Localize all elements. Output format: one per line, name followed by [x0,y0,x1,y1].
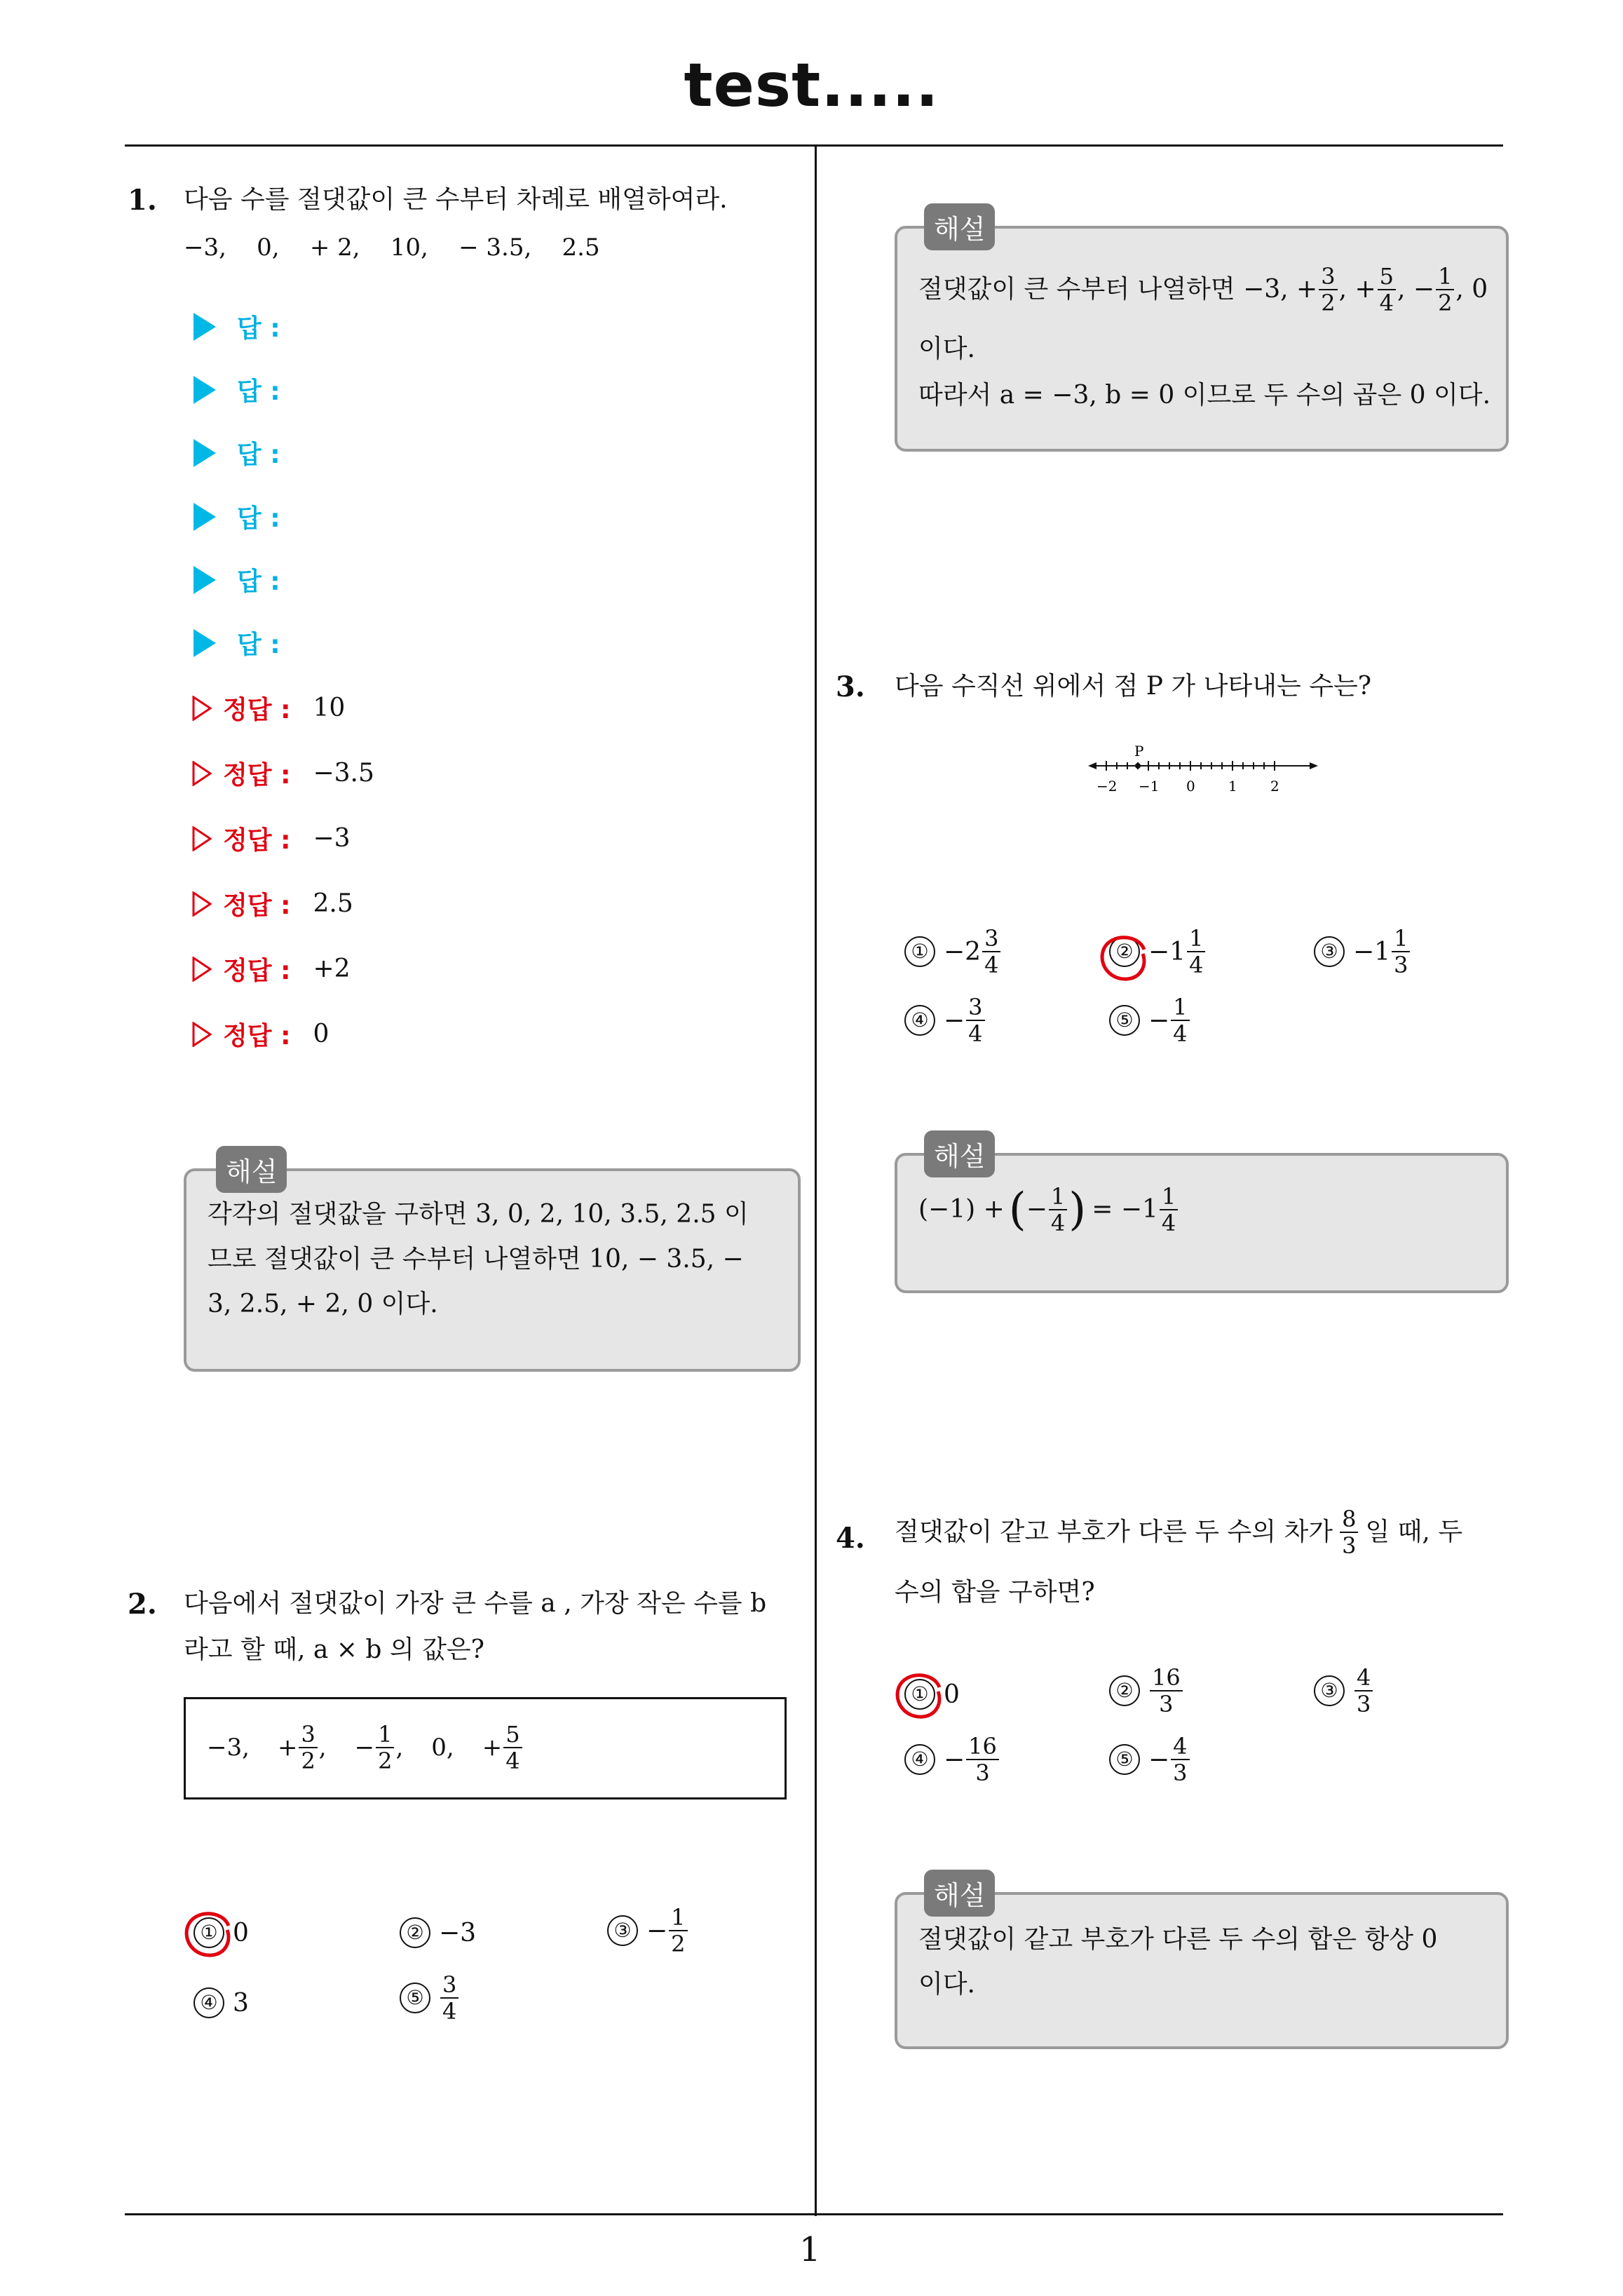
tick-label: 1 [1228,778,1237,795]
numerator: 4 [1171,1734,1189,1760]
explanation-tag: 해설 [924,203,995,250]
option-marker: ① [193,1917,224,1948]
correct-row-3 [192,821,351,856]
option-marker: ⑤ [1109,1005,1140,1036]
numerator: 4 [1354,1665,1373,1691]
question-1-number: 1. [128,184,157,217]
option-marker: ③ [1314,936,1345,967]
denominator: 3 [1342,1532,1357,1559]
option-marker: ② [1109,1675,1140,1706]
page-title: test..... [684,50,939,121]
numerator: 1 [1171,994,1189,1021]
denominator: 4 [1173,1020,1188,1047]
point-p-label: P [1134,743,1144,759]
sign: + [482,1734,503,1762]
answer-row-5[interactable] [193,562,280,597]
explanation-text: 절댓값이 큰 수부터 나열하면 −3, + [918,275,1318,304]
answer-label: 답 : [237,314,280,343]
selected-circle-icon [179,1905,237,1962]
correct-label: 정답 : [223,826,291,855]
question-text-line: 라고 할 때, a × b 의 값은? [184,1635,484,1664]
option-marker: ② [1109,936,1140,967]
answer-label: 답 : [237,630,280,659]
given-numbers-box [184,1697,787,1799]
explanation-tag: 해설 [216,1146,287,1193]
fraction [1160,1184,1178,1236]
answer-label: 답 : [237,567,280,596]
q3-option-4[interactable] [904,994,986,1046]
sign: − [1026,1195,1047,1224]
correct-row-6 [192,1016,329,1052]
option-value: 3 [233,1988,249,2018]
numerator: 1 [1160,1184,1178,1210]
tick-label: −2 [1096,778,1118,795]
fraction [1187,926,1205,978]
denominator: 2 [1438,290,1453,316]
outline-triangle-icon [192,1022,212,1047]
correct-label: 정답 : [223,957,291,985]
numerator: 3 [1319,264,1337,290]
fraction [669,1905,687,1957]
denominator: 3 [1394,952,1408,978]
correct-value: −3.5 [313,759,374,788]
fraction [1171,994,1189,1046]
option-marker: ② [400,1917,430,1948]
fraction [376,1722,394,1774]
explanation-text: , + [1338,275,1376,304]
answer-row-1[interactable] [193,309,280,344]
numerator: 8 [1340,1506,1358,1533]
correct-value: 0 [313,1020,330,1048]
sign: − [1148,1745,1170,1774]
correct-value: 10 [313,694,346,722]
fraction [1436,264,1454,316]
q4-option-4[interactable] [904,1734,1000,1785]
numerator: 1 [1436,264,1454,290]
top-rule [125,144,1503,147]
denominator: 4 [442,1998,457,2025]
q4-option-2[interactable] [1109,1665,1184,1717]
whole-part: −2 [944,937,982,966]
column-divider [815,146,817,2216]
outline-triangle-icon [192,761,212,786]
option-marker: ⑤ [1109,1744,1140,1775]
option-marker: ④ [193,1987,224,2018]
play-icon [193,566,216,594]
q3-option-5[interactable] [1109,994,1191,1046]
q2-option-2[interactable] [400,1917,476,1948]
answer-row-4[interactable] [193,499,280,534]
explanation-box-q1 [184,1156,801,1372]
fraction [299,1722,317,1774]
bottom-rule [125,2213,1503,2215]
denominator: 3 [975,1760,990,1786]
tick-label: −1 [1139,778,1160,795]
sign: − [1148,1006,1170,1035]
number: 0, [431,1734,454,1762]
question-2-text [184,1581,766,1673]
fraction [1150,1665,1183,1717]
play-icon [193,503,216,531]
fraction [1340,1506,1358,1558]
question-text-line: 다음에서 절댓값이 가장 큰 수를 a , 가장 작은 수를 b [184,1589,767,1618]
option-marker: ④ [904,1744,935,1775]
outline-triangle-icon [192,696,212,721]
whole-part: −1 [1353,937,1391,966]
comma: , [318,1734,327,1762]
question-1-numbers: −3, 0, + 2, 10, − 3.5, 2.5 [184,234,600,262]
fraction [440,1972,459,2024]
number: −3, [207,1734,250,1762]
question-3-text: 다음 수직선 위에서 점 P 가 나타내는 수는? [895,672,1372,701]
q3-option-3[interactable] [1314,926,1411,978]
play-icon [193,313,216,341]
option-marker: ⑤ [400,1983,430,2013]
denominator: 4 [984,952,999,978]
fraction [1319,264,1337,316]
explanation-line: 므로 절댓값이 큰 수부터 나열하면 10, − 3.5, − [208,1245,744,1274]
numerator: 3 [982,926,1000,952]
sign: − [944,1006,965,1035]
numerator: 5 [1378,264,1396,290]
denominator: 4 [1189,952,1204,978]
question-text: 절댓값이 같고 부호가 다른 두 수의 차가 [895,1518,1333,1546]
question-text: 일 때, 두 [1365,1518,1463,1546]
play-icon [193,629,216,657]
denominator: 2 [301,1748,315,1774]
correct-value: 2.5 [313,889,353,918]
page-number: 1 [799,2230,821,2269]
denominator: 4 [968,1020,983,1047]
play-icon [193,439,216,467]
fraction [1049,1184,1067,1236]
correct-label: 정답 : [223,891,291,920]
denominator: 4 [1050,1210,1066,1236]
answer-row-6[interactable] [193,625,280,661]
q4-option-3[interactable] [1314,1665,1374,1717]
question-1-text: 다음 수를 절댓값이 큰 수부터 차례로 배열하여라. [184,185,728,214]
numerator: 1 [1392,926,1410,952]
q2-option-5[interactable] [400,1972,460,2024]
q2-option-4[interactable] [193,1987,249,2018]
outline-triangle-icon [192,891,212,917]
explanation-line: 절댓값이 같고 부호가 다른 두 수의 합은 항상 0 [918,1925,1438,1954]
open-paren-icon: ( [1008,1184,1026,1236]
fraction [1392,926,1410,978]
correct-row-4 [192,886,353,921]
explanation-line [918,264,1500,316]
denominator: 2 [378,1748,393,1774]
numerator: 16 [966,1734,999,1760]
correct-row-1 [192,690,345,726]
answer-label: 답 : [237,440,280,469]
sign: + [277,1734,298,1762]
whole-part: −1 [1148,937,1186,966]
fraction [1171,1734,1189,1785]
explanation-line: 이다. [918,1970,975,1999]
fraction [1354,1665,1373,1717]
explanation-box-q4 [895,1880,1509,2049]
number-line [1085,741,1324,804]
selected-circle-icon [1095,928,1153,986]
denominator: 3 [1159,1691,1174,1717]
outline-triangle-icon [192,826,212,851]
numerator: 5 [503,1722,522,1748]
denominator: 2 [671,1931,686,1957]
denominator: 4 [505,1748,520,1774]
option-value: 0 [233,1918,249,1947]
explanation-text: , 0 [1455,275,1488,304]
point-p-marker [1135,763,1141,769]
answer-label: 답 : [237,377,280,406]
explanation-box-q3 [895,1141,1509,1293]
explanation-text [208,1192,789,1327]
explanation-tag: 해설 [924,1870,995,1917]
comma: , [395,1734,404,1762]
fraction [1378,264,1396,316]
denominator: 3 [1357,1691,1371,1717]
explanation-text: = −1 [1092,1195,1158,1224]
numerator: 16 [1150,1665,1183,1691]
correct-row-2 [192,755,374,791]
q3-option-1[interactable] [904,926,1002,978]
option-marker: ③ [1314,1675,1345,1706]
sign: − [646,1916,668,1945]
explanation-line: 따라서 a = −3, b = 0 이므로 두 수의 곱은 0 이다. [918,381,1491,410]
question-2-number: 2. [128,1588,157,1621]
numerator: 3 [966,994,984,1021]
numerator: 3 [299,1722,317,1748]
explanation-line: 이다. [918,335,975,363]
correct-label: 정답 : [223,1022,291,1051]
q4-option-5[interactable] [1109,1734,1191,1785]
question-3-number: 3. [836,670,865,703]
sign: − [354,1734,375,1762]
option-value: −3 [439,1918,477,1947]
numerator: 1 [1049,1184,1067,1210]
option-marker: ① [904,936,935,967]
correct-value: −3 [313,824,351,853]
fraction [966,994,984,1046]
numerator: 3 [440,1972,459,1999]
correct-label: 정답 : [223,761,291,790]
denominator: 4 [1161,1210,1176,1236]
option-marker: ① [904,1679,935,1710]
explanation-text: (−1) + [918,1195,1005,1224]
explanation-line: 3, 2.5, + 2, 0 이다. [208,1290,438,1318]
denominator: 2 [1321,290,1336,316]
option-marker: ③ [607,1915,638,1946]
numerator: 1 [376,1722,394,1748]
answer-row-2[interactable] [193,372,280,407]
fraction [503,1722,522,1774]
q2-option-3[interactable] [607,1905,689,1957]
answer-label: 답 : [237,504,280,533]
correct-value: +2 [313,954,351,983]
tick-label: 2 [1270,778,1279,795]
denominator: 3 [1173,1760,1188,1786]
selected-circle-icon [890,1666,948,1724]
fraction [982,926,1000,978]
play-icon [193,376,216,404]
question-4-number: 4. [836,1522,865,1555]
numerator: 1 [1187,926,1205,952]
denominator: 4 [1379,290,1394,316]
tick-label: 0 [1186,778,1195,795]
explanation-box-q2 [895,214,1509,452]
answer-row-3[interactable] [193,435,280,471]
numerator: 1 [669,1905,687,1931]
explanation-text: , − [1397,275,1435,304]
sign: − [944,1745,965,1774]
outline-triangle-icon [192,957,212,982]
question-4-text [895,1506,1462,1558]
explanation-tag: 해설 [924,1130,995,1177]
explanation-line: 각각의 절댓값을 구하면 3, 0, 2, 10, 3.5, 2.5 이 [208,1200,749,1229]
explanation-line [918,1184,1179,1236]
question-text-line: 수의 합을 구하면? [895,1578,1095,1607]
fraction [966,1734,999,1785]
correct-row-5 [192,951,351,987]
correct-label: 정답 : [223,696,291,724]
given-numbers [207,1722,524,1774]
explanation-text [918,1917,1500,2007]
option-value: 0 [944,1680,960,1709]
close-paren-icon: ) [1068,1184,1087,1236]
option-marker: ④ [904,1005,935,1036]
